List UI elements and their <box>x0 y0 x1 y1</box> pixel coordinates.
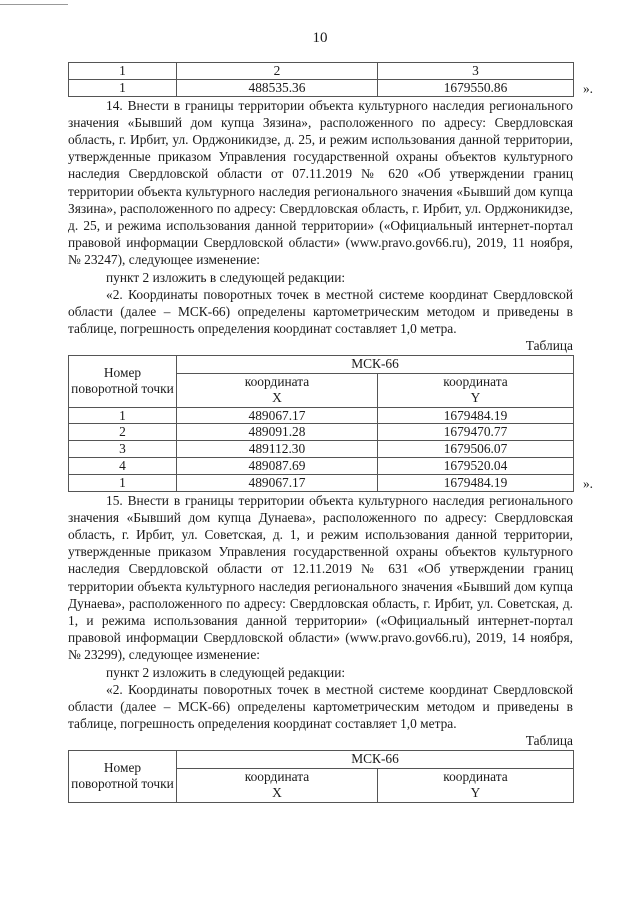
y-coordinate-header <box>378 768 574 802</box>
corner-rule <box>0 4 68 5</box>
table-cell: 3 <box>378 63 574 80</box>
x-header-line2: X <box>272 390 282 406</box>
table-row <box>69 79 574 96</box>
table-cell: 489091.28 <box>177 424 378 441</box>
table-closing-quote: ». <box>582 475 593 491</box>
x-header-line1: координата <box>244 769 310 785</box>
x-header-line2: X <box>272 785 282 801</box>
table-cell: 1679484.19 <box>378 407 574 424</box>
item-15-quote: «2. Координаты поворотных точек в местной системе координат Свердловской области (далее – МСК-66) определены картометрическим методом и приведены в таблице, погрешность определения координат составляет 1,0 метра. <box>68 681 573 732</box>
table-cell: 1 <box>69 79 177 96</box>
item-15-paragraph: 15. Внести в границы территории объекта культурного наследия регионального значения «Бывший дом купца Дунаева», расположенного по адресу: Свердловская область, г. Ирбит, ул. Советская, д. 1, и режим использования данной территории, утвержденные приказом Управления государственной охраны объектов культурного наследия Свердловской области от 12.11.2019 № 631 «Об утверждении границ территории объекта культурного наследия регионального значения «Бывший дом купца Дунаева», расположенного по адресу: Свердловская область, г. Ирбит, ул. Советская, д. 1, и режима использования данной территории» («Официальный интернет-портал правовой информации Свердловской области» (www.pravo.gov66.ru), 2019, 14 ноября, № 23299), следующее изменение: <box>68 492 573 663</box>
table-header-row <box>69 750 574 768</box>
table-cell: 3 <box>69 441 177 458</box>
item-15-table-caption: Таблица <box>525 733 573 749</box>
item-15-instruction: пункт 2 изложить в следующей редакции: <box>106 664 346 680</box>
coordinate-system-header: МСК-66 <box>177 750 574 768</box>
top-table-wrap <box>68 62 593 97</box>
table-row <box>69 441 574 458</box>
table-header-row <box>69 63 574 80</box>
table-row <box>69 407 574 424</box>
table-cell: 1 <box>69 63 177 80</box>
table-cell: 1679484.19 <box>378 474 574 491</box>
table-cell: 2 <box>177 63 378 80</box>
table-cell: 489067.17 <box>177 474 378 491</box>
item-14-table-caption: Таблица <box>525 338 573 354</box>
point-number-header: Номер поворотной точки <box>69 355 177 407</box>
item-14-paragraph: 14. Внести в границы территории объекта культурного наследия регионального значения «Бывший дом купца Зязина», расположенного по адресу: Свердловская область, г. Ирбит, ул. Орджоникидзе, д. 25, и режим использования данной территории, утвержденные приказом Управления государственной охраны объектов культурного наследия Свердловской области от 07.11.2019 № 620 «Об утверждении границ территории объекта культурного наследия регионального значения «Бывший дом купца Зязина», расположенного по адресу: Свердловская область, г. Ирбит, ул. Орджоникидзе, д. 25, и режима использования данной территории» («Официальный интернет-портал правовой информации Свердловской области» (www.pravo.gov66.ru), 2019, 11 ноября, № 23247), следующее изменение: <box>68 97 573 268</box>
y-header-line2: Y <box>470 785 481 801</box>
page-number: 10 <box>312 30 328 46</box>
y-header-line1: координата <box>443 374 508 390</box>
table-row <box>69 424 574 441</box>
x-coordinate-header <box>177 768 378 802</box>
y-coordinate-header <box>378 373 574 407</box>
y-header-line1: координата <box>443 769 508 785</box>
table-header-row <box>69 355 574 373</box>
table-cell: 1679470.77 <box>378 424 574 441</box>
item-15-table-wrap <box>68 750 573 803</box>
x-header-line1: координата <box>244 374 310 390</box>
table-cell: 488535.36 <box>177 79 378 96</box>
table-row <box>69 458 574 475</box>
item-14-instruction: пункт 2 изложить в следующей редакции: <box>106 269 346 285</box>
item-14-coordinates-table <box>68 355 574 492</box>
item-14-table-wrap <box>68 355 593 492</box>
table-row <box>69 474 574 491</box>
table-closing-quote: ». <box>582 80 593 96</box>
y-header-line2: Y <box>470 390 481 406</box>
table-cell: 1679506.07 <box>378 441 574 458</box>
table-cell: 489067.17 <box>177 407 378 424</box>
table-cell: 1 <box>69 407 177 424</box>
table-cell: 489087.69 <box>177 458 378 475</box>
table-cell: 4 <box>69 458 177 475</box>
item-15-coordinates-table <box>68 750 574 803</box>
table-cell: 489112.30 <box>177 441 378 458</box>
top-coordinates-table <box>68 62 574 97</box>
table-cell: 1 <box>69 474 177 491</box>
coordinate-system-header: МСК-66 <box>177 355 574 373</box>
table-cell: 1679520.04 <box>378 458 574 475</box>
item-14-quote: «2. Координаты поворотных точек в местной системе координат Свердловской области (далее – МСК-66) определены картометрическим методом и приведены в таблице, погрешность определения координат составляет 1,0 метра. <box>68 286 573 337</box>
point-number-header: Номер поворотной точки <box>69 750 177 802</box>
x-coordinate-header <box>177 373 378 407</box>
table-cell: 2 <box>69 424 177 441</box>
table-cell: 1679550.86 <box>378 79 574 96</box>
document-body <box>68 62 593 803</box>
